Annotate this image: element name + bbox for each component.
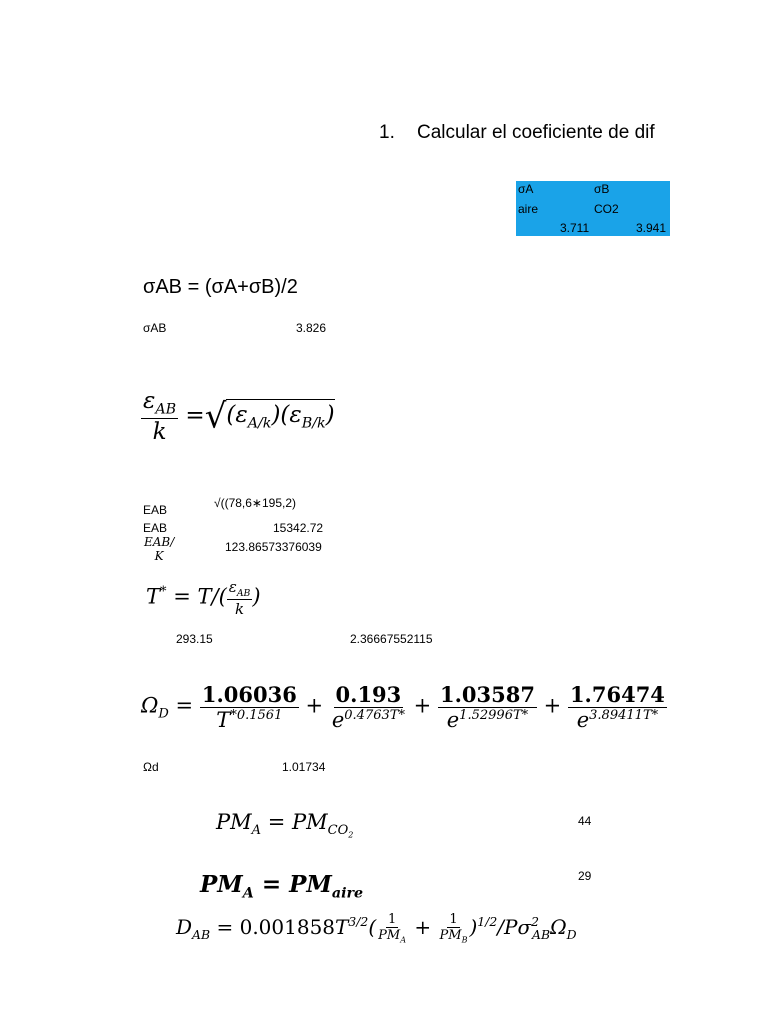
table-header-sigma-b: σB bbox=[594, 182, 610, 196]
t-star-formula: T* = T/( $\frac{\varepsilon_{AB}}{k}$ ) bbox=[146, 578, 261, 618]
temperature-value: 293.15 bbox=[176, 632, 213, 646]
omega-d-formula: $\Omega_D$ = $\frac{1.06036}{T^{*0.1561}}$ + $\frac{0.193}{e^{0.4763T*}}$ + $\frac{1.03587}{e^{1.52996T*}}$ + $\frac{1.76474}{e^{3.89411T*}}$ bbox=[141, 682, 665, 732]
eab-over-k-value: 123.86573376039 bbox=[225, 540, 322, 554]
eab-sqrt-expression: √((78,6∗195,2) bbox=[214, 496, 297, 510]
table-cell-co2: CO2 bbox=[594, 202, 619, 216]
diffusion-coefficient-formula: $D_{AB} = 0.001858T^{3/2}$( $\frac{1}{PM_A}$ + $\frac{1}{PM_B}$ )$^{1/2}/P\sigma^2_{AB}\Omega_D$ bbox=[176, 912, 577, 945]
omega-label: Ωd bbox=[143, 760, 159, 774]
sigma-ab-formula: σAB = (σA+σB)/2 bbox=[143, 276, 298, 298]
sigma-ab-value: 3.826 bbox=[296, 321, 327, 335]
section-title: Calcular el coeficiente de dif bbox=[417, 122, 655, 143]
omega-value: 1.01734 bbox=[282, 760, 326, 774]
section-number: 1. bbox=[379, 122, 395, 143]
pm-co2-value: 44 bbox=[578, 814, 592, 828]
eab-label-2: EAB bbox=[143, 521, 168, 535]
epsilon-formula: $\frac{\varepsilon_{AB}}{k}$ $=√(\varepsilon_{A/k})(\varepsilon_{B/k})$ bbox=[143, 388, 335, 445]
eab-over-k-label: EAB/ K bbox=[144, 535, 175, 563]
sigma-ab-label: σAB bbox=[143, 321, 167, 335]
pm-aire-formula: $PM_A = PM_{aire}$ bbox=[200, 871, 364, 902]
table-cell-sigma-a-value: 3.711 bbox=[560, 221, 590, 235]
sigma-table bbox=[516, 181, 670, 236]
eab-value: 15342.72 bbox=[273, 521, 324, 535]
eab-label-1: EAB bbox=[143, 503, 168, 517]
pm-aire-value: 29 bbox=[578, 869, 592, 883]
pm-co2-formula: $PM_A = PM_{CO_2}$ bbox=[216, 810, 354, 840]
t-star-value: 2.36667552115 bbox=[350, 632, 433, 646]
table-cell-sigma-b-value: 3.941 bbox=[636, 221, 667, 235]
table-cell-aire: aire bbox=[518, 202, 539, 216]
table-header-sigma-a: σA bbox=[518, 182, 534, 196]
